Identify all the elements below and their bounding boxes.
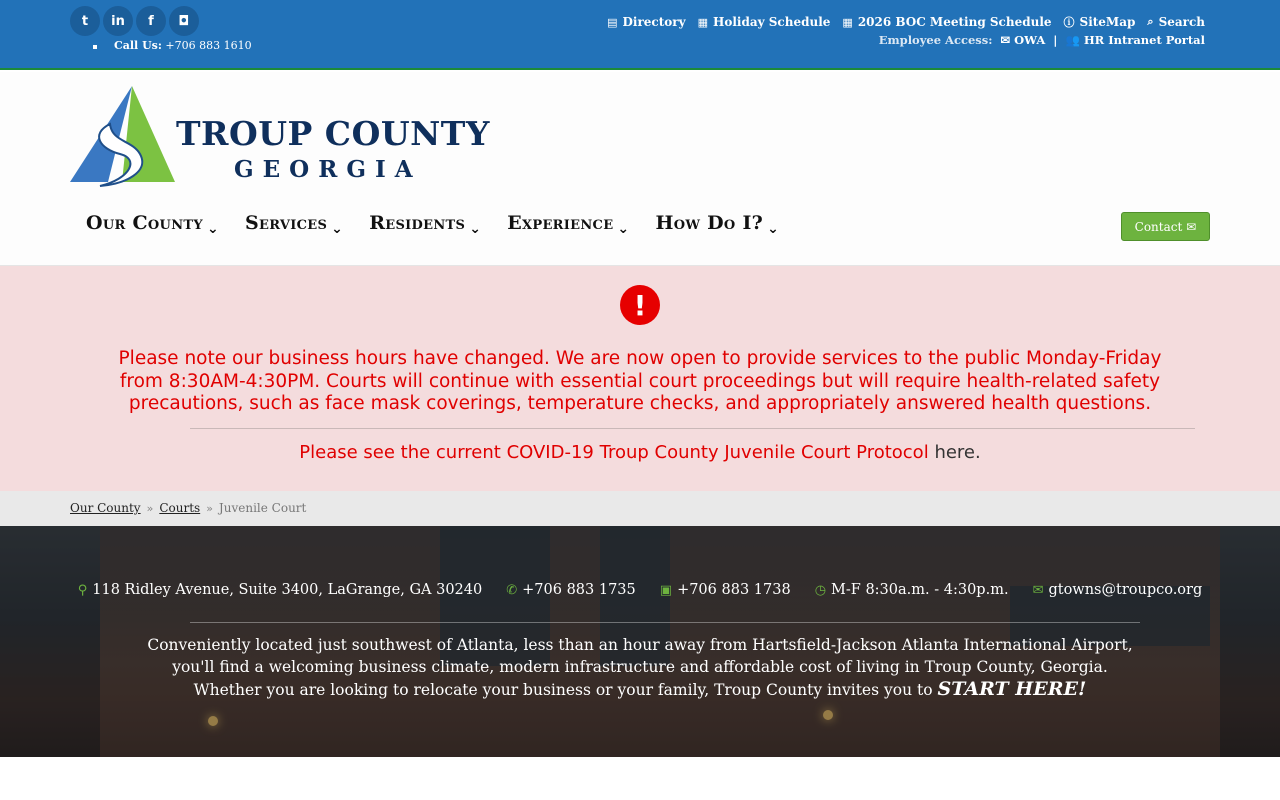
- covid-alert: [0, 266, 1280, 491]
- breadcrumb-separator: »: [146, 501, 154, 515]
- sitemap-link[interactable]: [1064, 14, 1136, 30]
- breadcrumb-our-county[interactable]: Our County: [70, 501, 141, 515]
- holiday-schedule-label: Holiday Schedule: [712, 15, 831, 29]
- blurb-line2: you'll find a welcoming business climate, modern infrastructure and affordable cost of living in Troup County, Georgia.: [172, 658, 1108, 676]
- main-nav: [86, 212, 780, 237]
- instagram-icon[interactable]: ◘: [169, 6, 199, 36]
- blurb-line3: [0, 678, 1280, 701]
- protocol-here-link[interactable]: here.: [934, 442, 981, 463]
- clock-icon: ◷: [814, 582, 827, 598]
- alert-protocol-line: [0, 442, 1280, 463]
- hero-divider: [190, 622, 1140, 623]
- separator: |: [1053, 33, 1058, 47]
- office-fax: [660, 582, 791, 598]
- nav-services[interactable]: [244, 212, 344, 237]
- info-icon: ⓘ: [1063, 16, 1075, 29]
- contact-label: Contact: [1134, 219, 1183, 234]
- alert-divider: [190, 428, 1195, 429]
- employee-access: [879, 33, 1205, 47]
- chevron-down-icon: ⌄: [331, 221, 344, 237]
- envelope-icon: ✉: [1186, 219, 1197, 234]
- hours-text: M-F 8:30a.m. - 4:30p.m.: [831, 582, 1009, 598]
- fax-text: +706 883 1738: [677, 582, 791, 598]
- employee-access-label: Employee Access:: [878, 33, 993, 47]
- call-us: [96, 39, 252, 52]
- email-text: gtowns@troupco.org: [1048, 582, 1203, 598]
- nav-how-do-i[interactable]: [655, 212, 780, 237]
- nav-services-label: Services: [244, 212, 328, 234]
- users-icon: 👥: [1065, 33, 1080, 47]
- holiday-schedule-link[interactable]: [698, 14, 831, 30]
- logo-mark-icon: [70, 84, 180, 194]
- chevron-down-icon: ⌄: [617, 221, 630, 237]
- blurb-line3-text: Whether you are looking to relocate your business or your family, Troup County invites you to: [193, 681, 933, 699]
- facebook-icon[interactable]: f: [136, 6, 166, 36]
- phone-text: +706 883 1735: [522, 582, 636, 598]
- logo-line2: GEORGIA: [234, 156, 422, 183]
- chevron-down-icon: ⌄: [206, 221, 219, 237]
- owa-label: OWA: [1014, 33, 1046, 47]
- calendar-icon: ▦: [842, 15, 853, 29]
- utility-links: [607, 14, 1205, 30]
- top-bar: [0, 0, 1280, 70]
- boc-meeting-schedule-label: 2026 BOC Meeting Schedule: [857, 15, 1052, 29]
- calendar-icon: ▦: [697, 15, 708, 29]
- search-icon: ⌕: [1147, 15, 1154, 28]
- phone-icon: ✆: [506, 582, 518, 598]
- office-hours: [815, 582, 1009, 598]
- envelope-icon: ✉: [1000, 33, 1011, 47]
- search-label: Search: [1158, 15, 1205, 29]
- chevron-down-icon: ⌄: [469, 221, 482, 237]
- call-us-label: Call Us:: [114, 39, 162, 52]
- map-marker-icon: ⚲: [77, 582, 88, 598]
- blurb-line1: Conveniently located just southwest of Atlanta, less than an hour away from Hartsfield-Jackson Atlanta International Airport,: [147, 636, 1133, 654]
- nav-our-county-label: Our County: [86, 212, 203, 234]
- hero-banner: [0, 526, 1280, 757]
- sitemap-label: SiteMap: [1079, 15, 1136, 29]
- logo-line1: TROUP COUNTY: [176, 114, 490, 153]
- hr-intranet-link[interactable]: [1065, 33, 1205, 47]
- directory-label: Directory: [622, 15, 686, 29]
- breadcrumb-courts[interactable]: Courts: [159, 501, 201, 515]
- office-info: [0, 582, 1280, 598]
- envelope-icon: ✉: [1032, 582, 1044, 598]
- site-header: [0, 72, 1280, 266]
- twitter-icon[interactable]: t: [70, 6, 100, 36]
- boc-meeting-schedule-link[interactable]: [842, 14, 1051, 30]
- book-icon: ▤: [607, 15, 618, 29]
- directory-link[interactable]: [607, 14, 685, 30]
- nav-residents[interactable]: [369, 212, 482, 237]
- address-text: 118 Ridley Avenue, Suite 3400, LaGrange, GA 30240: [92, 582, 483, 598]
- breadcrumb-current: Juvenile Court: [218, 501, 307, 515]
- nav-our-county[interactable]: [86, 212, 219, 237]
- linkedin-icon[interactable]: in: [103, 6, 133, 36]
- chevron-down-icon: ⌄: [767, 221, 780, 237]
- call-us-number[interactable]: +706 883 1610: [165, 39, 252, 52]
- nav-residents-label: Residents: [369, 212, 466, 234]
- office-email[interactable]: [1033, 582, 1203, 598]
- office-address: [78, 582, 483, 598]
- exclamation-icon: !: [620, 285, 660, 325]
- protocol-text: Please see the current COVID-19 Troup County Juvenile Court Protocol: [299, 442, 929, 463]
- breadcrumb: [0, 491, 1280, 526]
- office-phone[interactable]: [506, 582, 636, 598]
- breadcrumb-separator: »: [206, 501, 213, 515]
- hero-blurb: [0, 634, 1280, 701]
- fax-icon: ▣: [659, 582, 673, 598]
- social-links: [70, 6, 199, 36]
- search-link[interactable]: [1147, 14, 1205, 30]
- nav-experience-label: Experience: [507, 212, 614, 234]
- troup-county-logo[interactable]: [70, 84, 490, 194]
- owa-link[interactable]: [1001, 33, 1046, 47]
- nav-how-do-i-label: How Do I?: [655, 212, 764, 234]
- hr-intranet-label: HR Intranet Portal: [1083, 33, 1205, 47]
- nav-experience[interactable]: [507, 212, 630, 237]
- start-here-link[interactable]: START HERE!: [937, 678, 1087, 700]
- contact-button[interactable]: [1121, 212, 1210, 241]
- alert-message: Please note our business hours have changed. We are now open to provide services to the public Monday-Friday from 8:30AM-4:30PM. Courts will continue with essential court proceedings but will require health-related safety precautions, such as face mask coverings, temperature checks, and appropriately answered health questions.: [118, 348, 1162, 414]
